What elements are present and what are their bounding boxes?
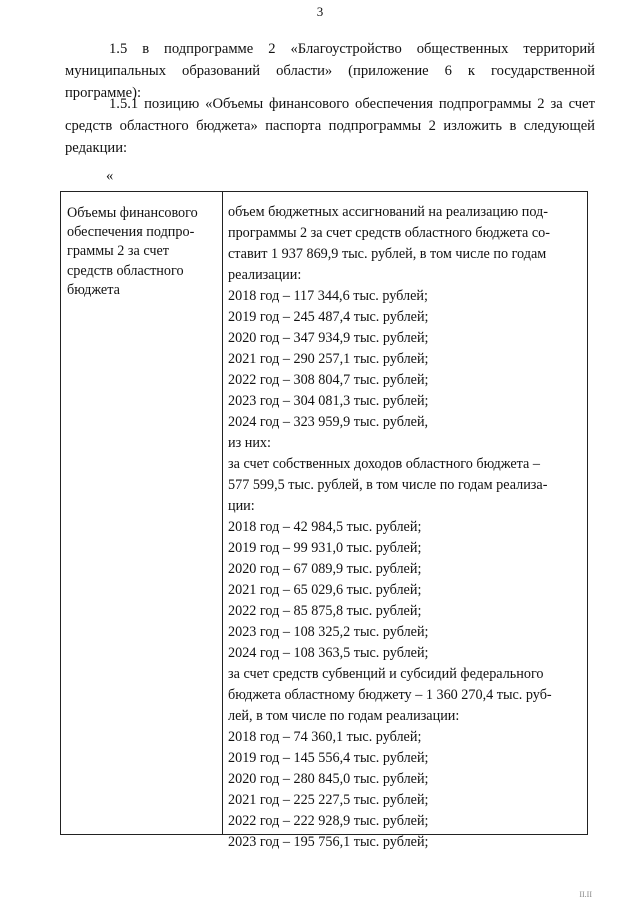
table-line: 2022 год – 308 804,7 тыс. рублей; (228, 372, 429, 388)
table-right-cell (223, 192, 587, 850)
table-line: реализации: (228, 267, 302, 283)
table-line: 2023 год – 108 325,2 тыс. рублей; (228, 624, 429, 640)
table-line: 2020 год – 280 845,0 тыс. рублей; (228, 771, 429, 787)
footer-mark: II.II (579, 890, 592, 899)
table-line: объем бюджетных ассигнований на реализацию под- (228, 204, 548, 220)
table-line: ставит 1 937 869,9 тыс. рублей, в том числе по годам (228, 246, 547, 262)
table-line: 2020 год – 347 934,9 тыс. рублей; (228, 330, 429, 346)
paragraph-1-5: 1.5 в подпрограмме 2 «Благоустройство общественных территорий муниципальных образований области» (приложение 6 к государственной программе): (65, 41, 595, 101)
table-line: 2024 год – 108 363,5 тыс. рублей; (228, 645, 429, 661)
table-line: 2019 год – 245 487,4 тыс. рублей; (228, 309, 429, 325)
table-line: 2023 год – 304 081,3 тыс. рублей; (228, 393, 429, 409)
table-line: бюджета областному бюджету – 1 360 270,4 тыс. руб- (228, 687, 552, 703)
table-line: 2018 год – 117 344,6 тыс. рублей; (228, 288, 428, 304)
table-line: 2018 год – 74 360,1 тыс. рублей; (228, 729, 422, 745)
table-line: граммы 2 за счет (67, 243, 169, 260)
table-line: ции: (228, 498, 255, 514)
table-line: 2022 год – 222 928,9 тыс. рублей; (228, 813, 429, 829)
table-line: 2019 год – 145 556,4 тыс. рублей; (228, 750, 429, 766)
table-line: 2018 год – 42 984,5 тыс. рублей; (228, 519, 422, 535)
table-line: обеспечения подпро- (67, 224, 195, 241)
table-line: Объемы финансового (67, 205, 198, 221)
table-line: 2021 год – 225 227,5 тыс. рублей; (228, 792, 429, 808)
table-line: средств областного (67, 262, 184, 279)
table-line: из них: (228, 435, 271, 451)
table-line: за счет собственных доходов областного бюджета – (228, 456, 540, 472)
table-line: 2019 год – 99 931,0 тыс. рублей; (228, 540, 422, 556)
table-line: 2021 год – 290 257,1 тыс. рублей; (228, 351, 429, 367)
table-line: бюджета (67, 281, 120, 298)
table-line: 2021 год – 65 029,6 тыс. рублей; (228, 582, 422, 598)
table-line: за счет средств субвенций и субсидий федерального (228, 666, 544, 682)
table-line: 2020 год – 67 089,9 тыс. рублей; (228, 561, 422, 577)
table-line: 2023 год – 195 756,1 тыс. рублей; (228, 834, 429, 850)
page-number: 3 (316, 4, 324, 19)
opening-quote-mark: « (106, 168, 114, 184)
table-line: 2024 год – 323 959,9 тыс. рублей, (228, 414, 429, 430)
table-line: 577 599,5 тыс. рублей, в том числе по годам реализа- (228, 477, 548, 493)
table-line: программы 2 за счет средств областного бюджета со- (228, 225, 550, 241)
table-line: лей, в том числе по годам реализации: (228, 708, 460, 724)
funding-table (60, 191, 588, 850)
table-line: 2022 год – 85 875,8 тыс. рублей; (228, 603, 422, 619)
table-left-cell (61, 192, 223, 834)
paragraph-1-5-1: 1.5.1 позицию «Объемы финансового обеспечения подпрограммы 2 за счет средств областного бюджета» паспорта подпрограммы 2 изложить в следующей редакции: (65, 96, 595, 156)
